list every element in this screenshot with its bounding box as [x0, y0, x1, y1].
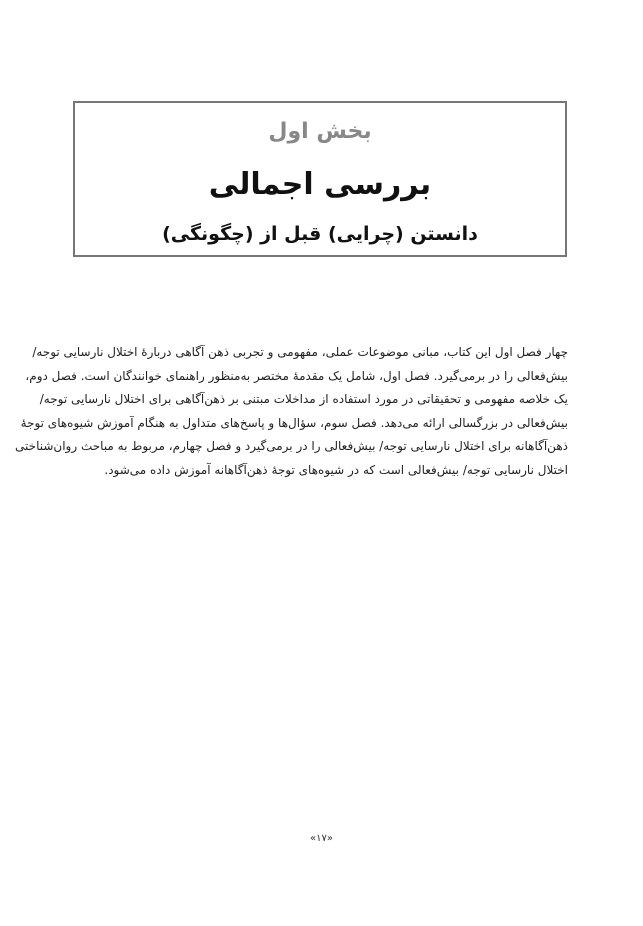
paragraph-line: بیش‌فعالی در بزرگسالی ارائه می‌دهد. فصل سوم، سؤال‌ها و پاسخ‌های متداول به هنگام آموزش شیوه‌های توجهٔ: [20, 415, 568, 430]
paragraph-line: بیش‌فعالی را در برمی‌گیرد. فصل اول، شامل یک مقدمهٔ مختصر به‌منظور راهنمای خوانندگان است. فصل دوم،: [25, 368, 568, 383]
page-title: بررسی اجمالی: [208, 167, 432, 202]
part-title-box: [73, 101, 567, 257]
paragraph-line: یک خلاصه مفهومی و تحقیقاتی در مورد استفاده از مداخلات مبتنی بر ذهن‌آگاهی برای اختلال نارسایی توجه/: [39, 392, 568, 406]
page-number: «۱۷»: [310, 833, 333, 844]
paragraph-line: چهار فصل اول این کتاب، مبانی موضوعات عملی، مفهومی و تجربی ذهن آگاهی دربارهٔ اختلال نارسایی توجه/: [32, 345, 568, 359]
page-subtitle: دانستن (چرایی) قبل از (چگونگی): [162, 223, 478, 245]
part-label: بخش اول: [268, 119, 372, 144]
paragraph-line: ذهن‌آگاهانه برای اختلال نارسایی توجه/ بیش‌فعالی را در برمی‌گیرد و فصل چهارم، مربوط به مباحث روان‌شناختی: [15, 439, 568, 453]
paragraph-line: اختلال نارسایی توجه/ بیش‌فعالی است که در شیوه‌های توجهٔ ذهن‌آگاهانه آموزش داده می‌شود.: [104, 462, 568, 477]
intro-paragraph: [15, 341, 568, 482]
